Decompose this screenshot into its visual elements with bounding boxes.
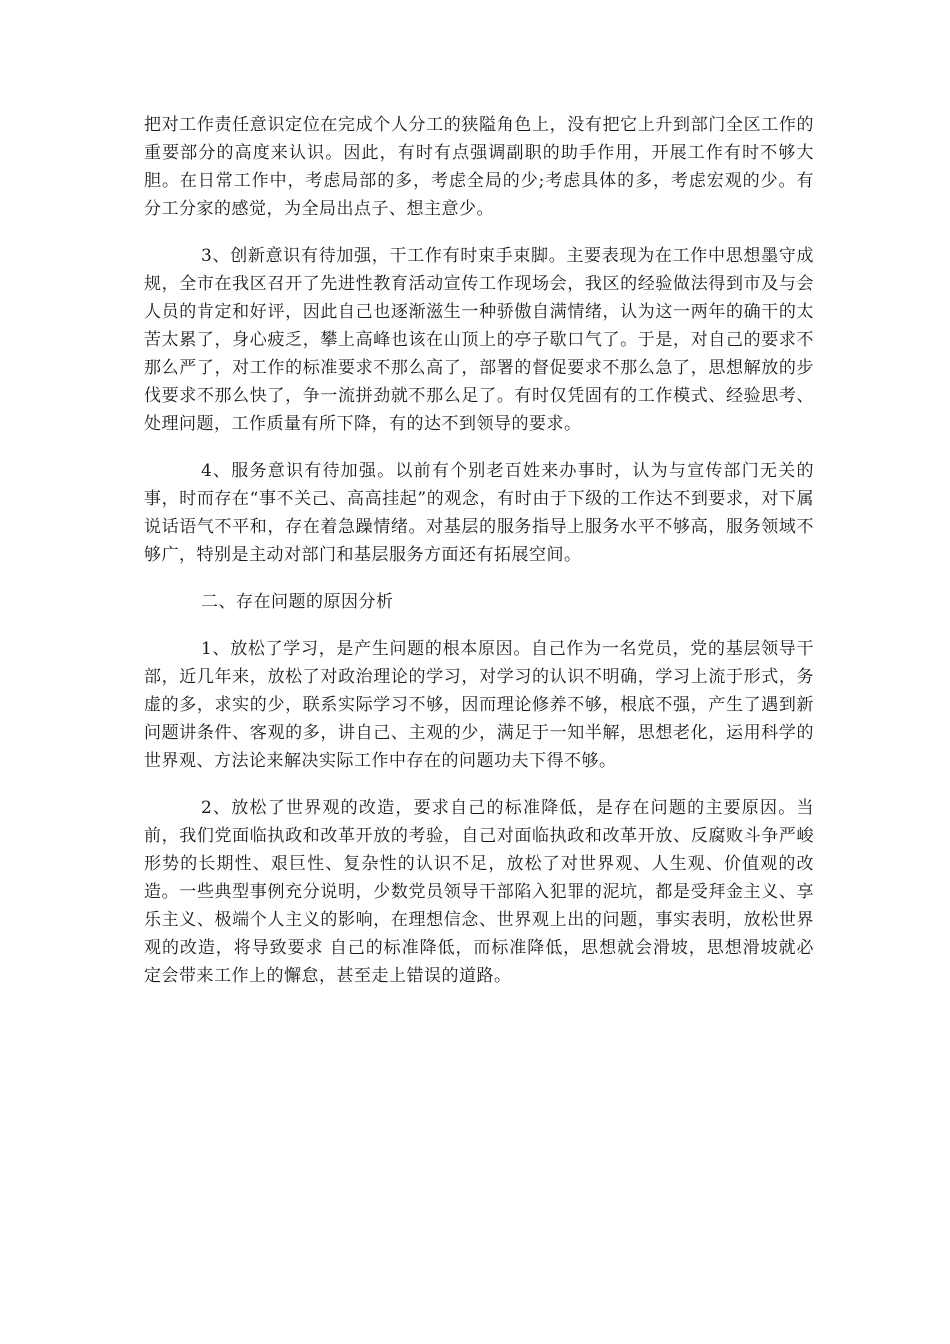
paragraph-worldview-reform: 2、放松了世界观的改造，要求自己的标准降低，是存在问题的主要原因。当前，我们党面临执政和改革开放的考验，自己对面临执政和改革开放、反腐败斗争严峻形势的长期性、艰巨性、复杂性的认识不足，放松了对世界观、人生观、价值观的改造。一些典型事例充分说明，少数党员领导干部陷入犯罪的泥坑，都是受拜金主义、享乐主义、极端个人主义的影响，在理想信念、世界观上出的问题，事实表明，放松世界观的改造，将导致要求 自己的标准降低，而标准降低，思想就会滑坡，思想滑坡就必定会带来工作上的懈怠，甚至走上错误的道路。: [144, 798, 814, 986]
paragraph-service-awareness: 4、服务意识有待加强。以前有个别老百姓来办事时，认为与宣传部门无关的事，时而存在“事不关己、高高挂起”的观念，有时由于下级的工作达不到要求，对下属说话语气不平和，存在着急躁情绪。对基层的服务指导上服务水平不够高，服务领域不够广，特别是主动对部门和基层服务方面还有拓展空间。: [144, 461, 814, 565]
section-heading-cause-analysis: 二、存在问题的原因分析: [201, 592, 394, 612]
paragraph-responsibility-continued: 把对工作责任意识定位在完成个人分工的狭隘角色上，没有把它上升到部门全区工作的重要部分的高度来认识。因此，有时有点强调副职的助手作用，开展工作有时不够大胆。在日常工作中，考虑局部的多，考虑全局的少;考虑具体的多，考虑宏观的少。有分工分家的感觉，为全局出点子、想主意少。: [144, 115, 814, 219]
paragraph-innovation-awareness: 3、创新意识有待加强，干工作有时束手束脚。主要表现为在工作中思想墨守成规，全市在我区召开了先进性教育活动宣传工作现场会，我区的经验做法得到市及与会人员的肯定和好评，因此自己也逐渐滋生一种骄傲自满情绪，认为这一两年的确干的太苦太累了，身心疲乏，攀上高峰也该在山顶上的亭子歇口气了。于是，对自己的要求不那么严了，对工作的标准要求不那么高了，部署的督促要求不那么急了，思想解放的步伐要求不那么快了，争一流拼劲就不那么足了。有时仅凭固有的工作模式、经验思考、处理问题，工作质量有所下降，有的达不到领导的要求。: [144, 246, 814, 434]
paragraph-relaxed-study: 1、放松了学习，是产生问题的根本原因。自己作为一名党员，党的基层领导干部，近几年来，放松了对政治理论的学习，对学习的认识不明确，学习上流于形式，务虚的多，求实的少，联系实际学习不够，因而理论修养不够，根底不强，产生了遇到新问题讲条件、客观的多，讲自己、主观的少，满足于一知半解，思想老化，运用科学的世界观、方法论来解决实际工作中存在的问题功夫下得不够。: [144, 639, 814, 771]
document-body: [144, 111, 814, 1009]
